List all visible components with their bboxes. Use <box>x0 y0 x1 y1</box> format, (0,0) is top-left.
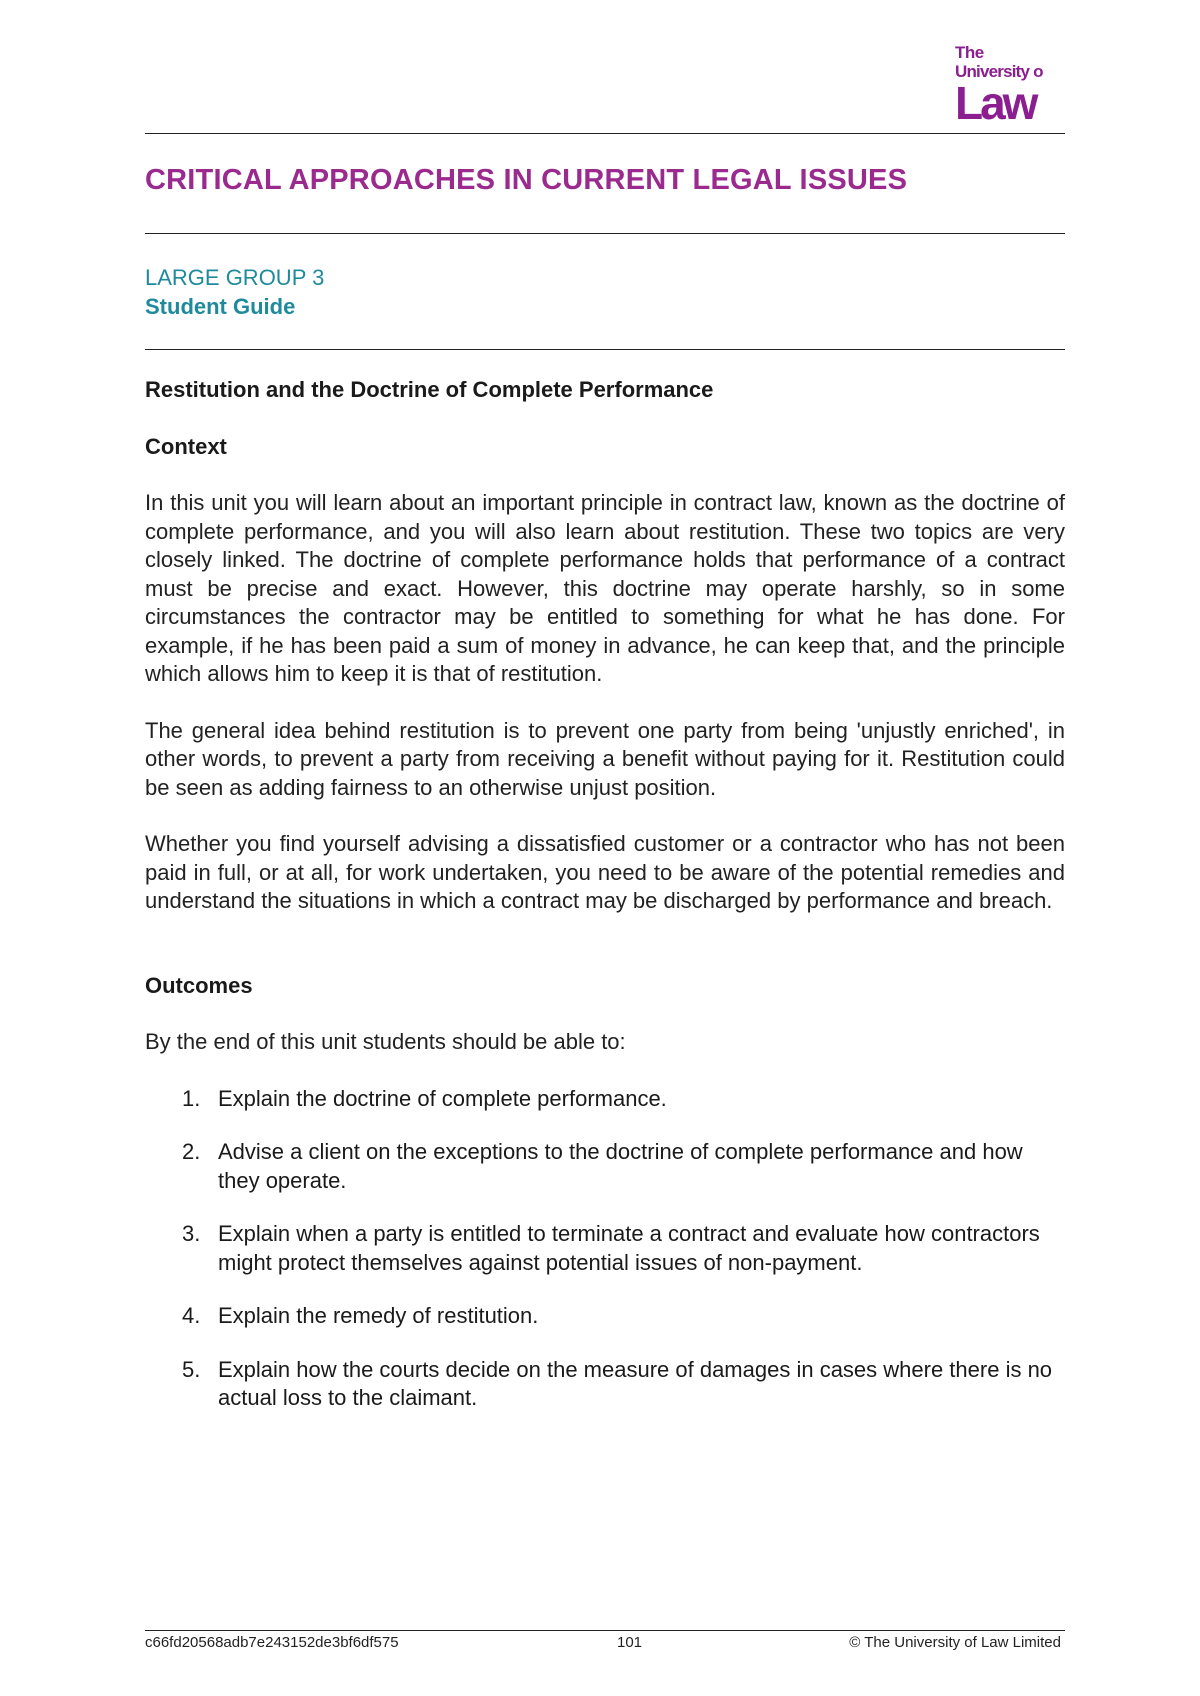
document-title: CRITICAL APPROACHES IN CURRENT LEGAL ISSUES <box>145 164 908 196</box>
main-content <box>145 376 1065 1438</box>
logo-line-the: The <box>955 43 984 62</box>
list-item <box>145 1302 1065 1331</box>
list-item-number: 1. <box>182 1085 201 1111</box>
list-item <box>145 1356 1065 1413</box>
list-item-number: 2. <box>182 1139 201 1164</box>
logo-line-university: University o <box>955 62 1043 81</box>
list-item-text: Advise a client on the exceptions to the doctrine of complete performance and how they operate. <box>218 1139 1023 1193</box>
list-item-number: 3. <box>182 1221 201 1246</box>
group-block <box>145 263 324 321</box>
footer-page-number: 101 <box>617 1634 643 1651</box>
list-item-number: 4. <box>182 1303 201 1328</box>
list-item-text: Explain the doctrine of complete performance. <box>218 1085 667 1111</box>
list-item-number: 5. <box>182 1356 201 1382</box>
list-item <box>145 1138 1065 1195</box>
divider-title <box>145 233 1065 234</box>
list-item <box>145 1085 1065 1114</box>
divider-top <box>145 133 1065 134</box>
list-item-text: Explain the remedy of restitution. <box>218 1303 539 1328</box>
context-paragraph: Whether you find yourself advising a dissatisfied customer or a contractor who has not been paid in full, or at all, for work undertaken, you need to be aware of the potential remedies and understand the situations in which a contract may be discharged by performance and breach. <box>145 831 1065 913</box>
group-subtitle: Student Guide <box>145 294 296 319</box>
context-paragraph: The general idea behind restitution is to prevent one party from being 'unjustly enriched', in other words, to prevent a party from receiving a benefit without paying for it. Restitution could be seen as adding fairness to an otherwise unjust position. <box>145 717 1065 800</box>
list-item <box>145 1220 1065 1277</box>
group-label: LARGE GROUP 3 <box>145 265 325 290</box>
footer-copyright: © The University of Law Limited <box>849 1634 1061 1651</box>
context-heading: Context <box>145 433 227 459</box>
divider-group <box>145 349 1065 350</box>
outcomes-heading: Outcomes <box>145 972 253 998</box>
list-item-text: Explain when a party is entitled to terminate a contract and evaluate how contractors might protect themselves against potential issues of non-payment. <box>218 1221 1040 1275</box>
divider-footer <box>145 1630 1065 1631</box>
outcomes-intro: By the end of this unit students should be able to: <box>145 1029 626 1054</box>
outcomes-list <box>145 1085 1065 1413</box>
list-item-text: Explain how the courts decide on the measure of damages in cases where there is no actual loss to the claimant. <box>218 1356 1053 1410</box>
logo-line-law: Law <box>955 77 1036 129</box>
section-heading: Restitution and the Doctrine of Complete Performance <box>145 377 714 402</box>
university-of-law-logo <box>955 43 1055 129</box>
document-page <box>145 0 1065 1696</box>
context-paragraph: In this unit you will learn about an important principle in contract law, known as the doctrine of complete performance, and you will also learn about restitution. These two topics are very closely linked. The doctrine of complete performance holds that performance of a contract must be precise and exact. However, this doctrine may operate harshly, so in some circumstances the contractor may be entitled to something for what he has done. For example, if he has been paid a sum of money in advance, he can keep that, and the principle which allows him to keep it is that of restitution. <box>145 490 1065 686</box>
footer-document-id: c66fd20568adb7e243152de3bf6df575 <box>145 1634 399 1651</box>
